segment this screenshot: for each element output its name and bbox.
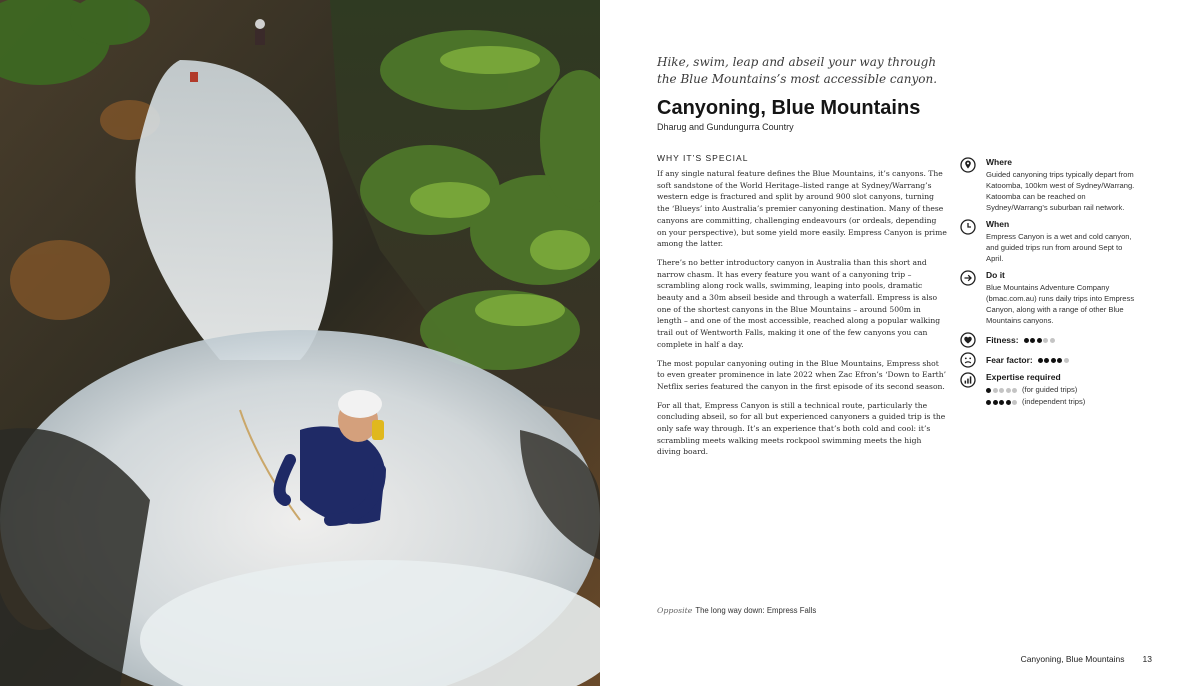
when-text: Empress Canyon is a wet and cold canyon, and guided trips run from around Sept to April. [986,232,1132,263]
rating-dot-filled [1024,338,1029,343]
expertise-block [958,372,1138,408]
info-sidebar [958,155,1138,414]
section-heading: WHY IT’S SPECIAL [657,153,749,163]
expertise-guided-row [986,384,1138,396]
rating-dot-empty [1064,358,1069,363]
rating-dot-filled [993,400,998,405]
rating-dot-filled [1006,400,1011,405]
rating-dot-empty [1012,400,1017,405]
rating-dot-filled [986,388,991,393]
where-label: Where [986,157,1012,167]
frown-face-icon [960,352,976,368]
when-block [958,219,1138,264]
page-footer [1021,654,1152,664]
body-paragraph-2: There’s no better introductory canyon in Australia than this short and narrow chasm. It has every feature you want of a canyoning trip – scrambling along rock walls, swimming, leaping into pools, dramatic beauty and a 30m abseil beside and through a waterfall. Empress is also one of the shortest canyons in the Blue Mountains – around 500m in length – and one of the most accessible, reached along a popular walking trail out of Wentworth Falls, making it one of the few canyons you can complete in half a day. [657,257,941,349]
doit-block [958,270,1138,326]
main-column [657,153,947,465]
doit-label: Do it [986,270,1005,280]
page-title: Canyoning, Blue Mountains [657,97,921,119]
where-block [958,157,1138,213]
fitness-rating [1024,338,1055,343]
when-label: When [986,219,1010,229]
bar-chart-icon [960,372,976,388]
rating-dot-filled [1044,358,1049,363]
clock-icon [960,219,976,235]
fear-rating [1038,358,1069,363]
rating-dot-empty [1043,338,1048,343]
expertise-guided-rating [986,388,1017,393]
rating-dot-filled [986,400,991,405]
rating-dot-filled [1037,338,1042,343]
rating-dot-filled [999,400,1004,405]
expertise-independent-rating [986,400,1017,405]
running-footer-title: Canyoning, Blue Mountains [1020,654,1125,664]
body-paragraph-4: For all that, Empress Canyon is still a technical route, particularly the concluding abseil, so for all but experienced canyoners a guided trip is the only safe way through. It’s an experience that’s both cold and cool: it’s scrambling meets walking meets rockpool swimming meets the high diving board. [657,400,946,457]
rating-dot-empty [999,388,1004,393]
expertise-label: Expertise required [986,372,1061,382]
country-subtitle: Dharug and Gundungurra Country [657,122,794,132]
fear-label: Fear factor: [986,355,1033,365]
expertise-guided-text: (for guided trips) [1022,385,1078,394]
heart-icon [960,332,976,348]
rating-dot-filled [1030,338,1035,343]
where-text: Guided canyoning trips typically depart from Katoomba, 100km west of Sydney/Warrang. Katoomba can be reached on Sydney/Warrang’s suburban rail network. [986,170,1135,212]
caption-text: The long way down: Empress Falls [695,606,817,615]
rating-dot-filled [1051,358,1056,363]
intro-standfirst: Hike, swim, leap and abseil your way through the Blue Mountains’s most accessible canyon. [657,55,938,86]
rating-dot-empty [993,388,998,393]
photo-caption [657,606,816,615]
body-paragraph-3: The most popular canyoning outing in the Blue Mountains, Empress shot to even greater prominence in late 2022 when Zac Efron’s ‘Down to Earth’ Netflix series featured the canyon in the first episode of its second season. [657,358,947,391]
arrow-right-icon [960,270,976,286]
body-paragraph-1: If any single natural feature defines the Blue Mountains, it’s canyons. The soft sandstone of the World Heritage–listed range at Sydney/Warrang’s western edge is fractured and split by around 900 slot canyons, turning the ‘Blueys’ into Australia’s premier canyoning destination. Many of these canyons are committing, challenging endeavours (or ordeals, depending on your perspective), but some yield more easily. Empress Canyon is prime among the latter. [657,169,947,249]
fear-block [958,352,1138,366]
location-pin-icon [960,157,976,173]
text-page [600,0,1200,686]
rating-dot-filled [1057,358,1062,363]
rating-dot-empty [1012,388,1017,393]
fitness-label: Fitness: [986,335,1019,345]
rating-dot-empty [1050,338,1055,343]
caption-lead: Opposite [657,606,693,615]
expertise-independent-row [986,396,1138,408]
fitness-block [958,332,1138,346]
rating-dot-empty [1006,388,1011,393]
page-number: 13 [1142,654,1152,664]
rating-dot-filled [1038,358,1043,363]
expertise-independent-text: (independent trips) [1022,397,1086,406]
doit-text: Blue Mountains Adventure Company (bmac.com.au) runs daily trips into Empress Canyon, along with a range of other Blue Mountains canyons. [986,283,1135,325]
